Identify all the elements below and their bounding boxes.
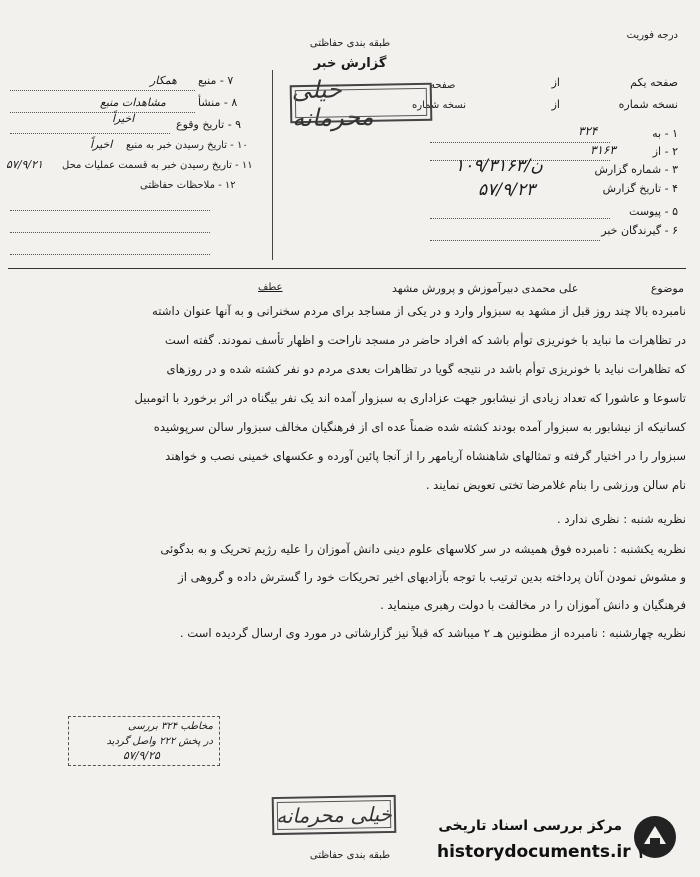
receipt-line: مخاطب ۳۲۴ بررسی bbox=[128, 721, 213, 732]
field-ops-received-label: ۱۱ - تاریخ رسیدن خبر به قسمت عملیات محل bbox=[62, 160, 253, 171]
subject-label: موضوع bbox=[650, 282, 684, 295]
field-report-number-value: ۱۰۹/۳۱۶۳/ن bbox=[455, 156, 543, 176]
opinion-sunday: نظریه یکشنبه : نامبرده فوق همیشه در سر کلاسهای علوم دینی دانش آموزان را علیه رژیم تحریک و به بدگوئی bbox=[160, 542, 686, 556]
body-line: کسانیکه از نیشابور به سبزوار آمده بودند کشته شده ضمناً عده ای از فرهنگیان مخالف سبزوار سالن سرپوشیده bbox=[153, 420, 686, 434]
classification-stamp-top: خیلی محرمانه bbox=[290, 83, 433, 123]
watermark-title: مرکز بررسی اسناد تاریخی bbox=[438, 818, 622, 834]
field-to-label: ۱ - به bbox=[652, 127, 678, 140]
field-report-date-value: ۵۷/۹/۲۳ bbox=[478, 180, 536, 200]
body-line: که تظاهرات نباید با خونریزی توأم باشد در نتیجه گویا در تظاهرات بعدی مردم دو نفر کشته شده و در روزهای bbox=[166, 362, 686, 376]
classification-bottom: طبقه بندی حفاظتی bbox=[309, 850, 391, 861]
field-attachment-label: ۵ - پیوست bbox=[629, 205, 678, 218]
copy-label: نسخه شماره bbox=[618, 98, 678, 111]
opinion-wednesday: نظریه چهارشنبه : نامبرده از مظنونین هـ ۲ میباشد که قبلاً نیز گزارشاتی در مورد وی ارسال گردیده است . bbox=[179, 626, 686, 640]
field-to-value: ۳۲۴ bbox=[578, 124, 598, 138]
receipt-stamp bbox=[68, 716, 220, 766]
receipt-line: در پخش ۲۲۲ واصل گردید bbox=[106, 736, 213, 747]
field-source-received-value: اخیراً bbox=[90, 138, 113, 151]
page-side-label: صفحه bbox=[430, 80, 456, 91]
subject-value: علی محمدی دبیرآموزش و پرورش مشهد bbox=[392, 282, 579, 295]
priority-degree: درجه فوریت bbox=[626, 30, 678, 41]
column-divider bbox=[272, 70, 273, 260]
opinion-sunday-cont: و مشوش نمودن آنان پرداخته بدین ترتیب با توجه بآزادیهای اخیر تحریکات خود را گسترش داده و گروهی از bbox=[178, 570, 686, 584]
body-line: نامبرده بالا چند روز قبل از مشهد به سبزوار وارد و در یکی از مساجد برای مردم سخنرانی و به آنها عنوان داشته bbox=[152, 304, 686, 318]
opinion-saturday: نظریه شنبه : نظری ندارد . bbox=[556, 512, 686, 526]
section-divider bbox=[8, 268, 686, 269]
field-ops-received-value: ۵۷/۹/۲۱ bbox=[6, 158, 43, 171]
reference-label: عطف bbox=[258, 282, 283, 293]
watermark-url: historydocuments.ir bbox=[437, 842, 631, 862]
opinion-sunday-cont: فرهنگیان و دانش آموزان را در مخالفت با دولت رهبری مینماید . bbox=[380, 598, 686, 612]
body-line: در تظاهرات ما نباید با خونریزی توأم باشد که افراد حاضر در مسجد ناراحت و اظهار تأسف نمودند. گفته است bbox=[164, 333, 686, 347]
field-occurrence-date-label: ۹ - تاریخ وقوع bbox=[176, 118, 242, 131]
body-line: نام سالن ورزشی را بنام غلامرضا تختی تعویض نمایند . bbox=[425, 478, 686, 492]
field-recipients-label: ۶ - گیرندگان خبر bbox=[601, 224, 678, 237]
field-security-notes-label: ۱۲ - ملاحظات حفاظتی bbox=[140, 180, 236, 191]
field-report-number-label: ۳ - شماره گزارش bbox=[594, 163, 678, 176]
receipt-date: ۵۷/۹/۲۵ bbox=[123, 749, 160, 762]
page-title: گزارش خبر bbox=[313, 56, 387, 71]
field-from-value: ۳۱۶۳ bbox=[590, 143, 616, 157]
page-from: از bbox=[551, 76, 560, 89]
body-line: سبزوار را در اختیار گرفته و تمثالهای شاهنشاه آریامهر را از آنجا پائین آورده و عکسهای خمینی نصب و خواهند bbox=[165, 449, 686, 463]
field-source-label: ۷ - منبع bbox=[198, 74, 234, 87]
copy-side-label: نسخه شماره bbox=[412, 100, 466, 111]
field-source-received-label: ۱۰ - تاریخ رسیدن خبر به منبع bbox=[126, 140, 248, 151]
field-report-date-label: ۴ - تاریخ گزارش bbox=[602, 182, 678, 195]
field-origin-value: مشاهدات منبع bbox=[100, 96, 166, 109]
field-source-value: همکار bbox=[150, 74, 177, 87]
page-number: ۳ bbox=[638, 846, 647, 862]
page-label: صفحه یکم bbox=[630, 76, 678, 89]
field-origin-label: ۸ - منشأ bbox=[198, 96, 238, 109]
body-line: تاسوعا و عاشورا که تعداد زیادی از نیشابور جهت عزاداری به سبزوار آمده اند یک نفر بیگناه در اثر برخورد با اتومبیل bbox=[134, 391, 686, 405]
classification-stamp-bottom: خیلی محرمانه bbox=[272, 795, 397, 835]
field-from-label: ۲ - از bbox=[652, 145, 678, 158]
copy-from: از bbox=[551, 98, 560, 111]
classification-top: طبقه بندی حفاظتی bbox=[309, 38, 391, 49]
field-occurrence-date-value: اخیراً bbox=[112, 112, 135, 125]
